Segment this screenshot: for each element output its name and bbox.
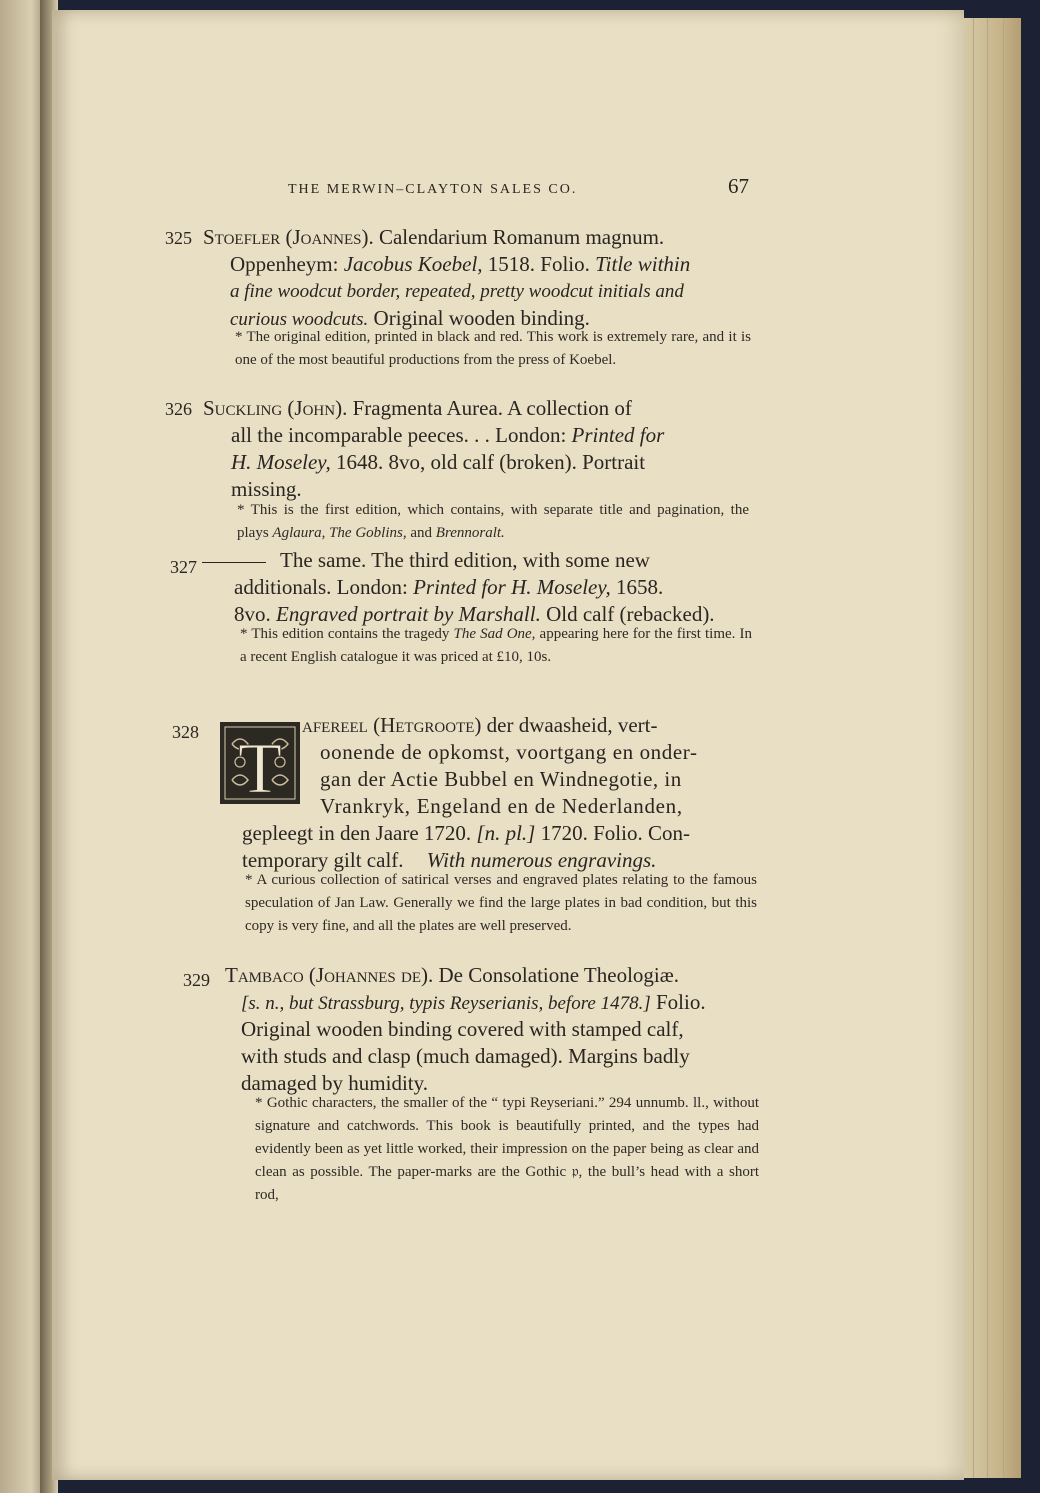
- author: Stoefler (Joannes).: [203, 225, 374, 249]
- date-format: 1518. Folio.: [487, 252, 590, 276]
- author: afereel (Hetgroote): [302, 713, 482, 737]
- date-format: 1648. 8vo, old calf (broken). Portrait: [335, 450, 646, 474]
- ditto-dash: [202, 562, 266, 563]
- author: Tambaco (Johannes de).: [225, 963, 434, 987]
- description-end: curious woodcuts.: [230, 309, 369, 330]
- lot-number: 329: [183, 970, 210, 990]
- description-cont: a fine woodcut border, repeated, pretty woodcut initials and: [230, 281, 684, 302]
- lot-number: 326: [165, 399, 192, 419]
- title-line-4: Vrankryk, Engeland en de Nederlanden,: [320, 794, 683, 818]
- initial-letter: T: [238, 728, 282, 802]
- title-line-2: oonende de opkomst, voortgang en onder-: [320, 740, 698, 764]
- binding-cont: with studs and clasp (much damaged). Margins badly: [241, 1044, 690, 1068]
- title: der dwaasheid, vert-: [486, 713, 658, 737]
- place: [n. pl.]: [476, 821, 536, 845]
- date-format: 1720. Folio. Con-: [540, 821, 690, 845]
- lot-number: 328: [172, 722, 199, 742]
- entry-325: [165, 224, 755, 394]
- lot-number: 327: [170, 557, 197, 577]
- imprint-date: gepleegt in den Jaare 1720.: [242, 821, 472, 845]
- printer: Jacobus Koebel,: [343, 252, 483, 276]
- title: Fragmenta Aurea. A collection of: [352, 396, 632, 420]
- format: 8vo.: [234, 602, 271, 626]
- publisher: H. Moseley,: [231, 450, 331, 474]
- entry-note: * The original edition, printed in black and red. This work is extremely rare, and it is one of the most beautiful productions from the press of Koebel.: [235, 329, 751, 368]
- imprint-place: Oppenheym:: [230, 252, 339, 276]
- lot-number: 325: [165, 228, 192, 248]
- binding: temporary gilt calf.: [242, 848, 404, 872]
- portrait: Engraved portrait by Marshall.: [276, 602, 541, 626]
- title-cont: additionals. London:: [234, 575, 408, 599]
- date: 1658.: [616, 575, 664, 599]
- entry-329: [183, 962, 763, 1202]
- description: Title within: [595, 252, 691, 276]
- condition: damaged by humidity.: [241, 1071, 429, 1095]
- entry-note: * This is the first edition, which contains, with separate title and pagination, the plays Aglaura, The Goblins, and Brennoralt.: [237, 502, 749, 541]
- binding: Original wooden binding covered with stamped calf,: [241, 1017, 684, 1041]
- title: De Consolatione Theologiæ.: [438, 963, 680, 987]
- entry-328-text: [242, 712, 760, 962]
- entry-note: * A curious collection of satirical verses and engraved plates relating to the famous speculation of Jan Law. Generally we find the large plates in bad condition, but this copy is very fine, and all the plates are well preserved.: [245, 872, 757, 934]
- entry-note: * Gothic characters, the smaller of the “ typi Reyseriani.” 294 unnumb. ll., without signature and catchwords. This book is beautifully printed, and the types had evidently been as yet little worked, their impression on the paper being as clear and clean as possible. The paper-marks are the Gothic 𝔭, the bull’s head with a short rod,: [255, 1095, 759, 1203]
- condition: missing.: [231, 477, 302, 501]
- entry-327: [170, 547, 760, 697]
- imprint: [s. n., but Strassburg, typis Reyserianis, before 1478.]: [241, 993, 651, 1014]
- imprint: Printed for H. Moseley,: [413, 575, 611, 599]
- decorated-initial: [220, 722, 300, 804]
- title-cont: all the incomparable peeces. . . London:: [231, 423, 567, 447]
- running-head: THE MERWIN–CLAYTON SALES CO.: [288, 182, 578, 197]
- illustrations: With numerous engravings.: [426, 848, 657, 872]
- entry-note: * This edition contains the tragedy The Sad One, appearing here for the first time. In a recent English catalogue it was priced at £10, 10s.: [240, 626, 752, 665]
- binding: Old calf (rebacked).: [546, 602, 715, 626]
- imprint: Printed for: [571, 423, 665, 447]
- title-line-3: gan der Actie Bubbel en Windnegotie, in: [320, 767, 682, 791]
- title: Calendarium Romanum magnum.: [378, 225, 665, 249]
- page-number: 67: [728, 174, 749, 198]
- binding: Original wooden binding.: [373, 306, 590, 330]
- title: The same. The third edition, with some new: [280, 548, 650, 572]
- format: Folio.: [655, 990, 706, 1014]
- author: Suckling (John).: [203, 396, 348, 420]
- entry-326: [165, 395, 755, 545]
